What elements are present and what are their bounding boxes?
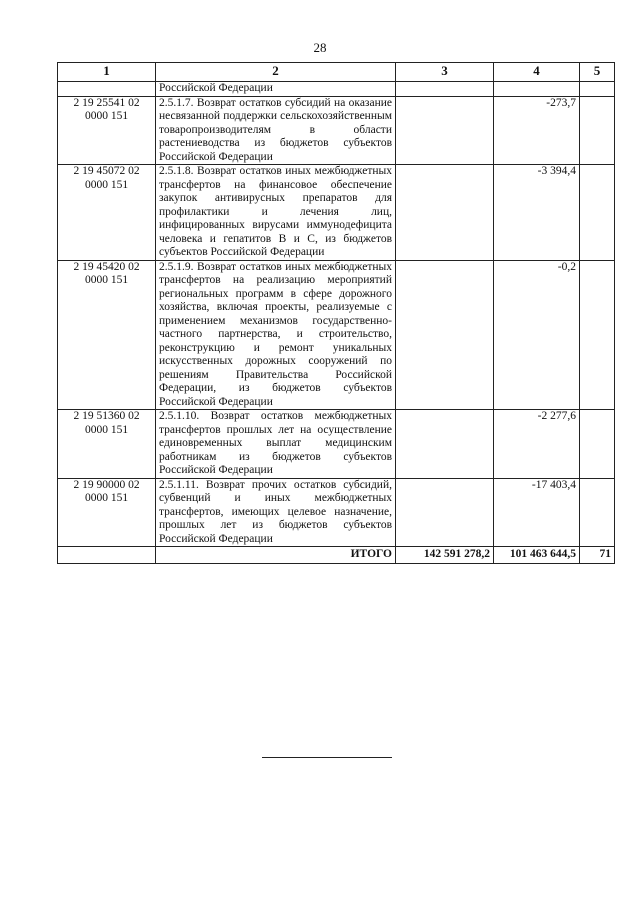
row-amount: -2 277,6 <box>494 410 580 479</box>
total-label: ИТОГО <box>156 547 396 564</box>
total-col5: 71 <box>580 547 615 564</box>
row-col3 <box>396 410 494 479</box>
column-header-2: 2 <box>156 63 396 82</box>
table-row <box>58 410 615 479</box>
row-col5 <box>580 478 615 547</box>
continuation-col4 <box>494 82 580 97</box>
total-col3: 142 591 278,2 <box>396 547 494 564</box>
row-col5 <box>580 410 615 479</box>
continuation-text: Российской Федерации <box>156 82 396 97</box>
row-col3 <box>396 96 494 165</box>
row-col5 <box>580 96 615 165</box>
budget-table <box>57 62 615 564</box>
row-col3 <box>396 260 494 410</box>
row-code: 2 19 25541 02 0000 151 <box>58 96 156 165</box>
row-description: 2.5.1.11. Возврат прочих остатков субсидий, субвенций и иных межбюджетных трансфертов, имеющих целевое назначение, прошлых лет из бюджетов субъектов Российской Федерации <box>156 478 396 547</box>
total-col4: 101 463 644,5 <box>494 547 580 564</box>
row-col5 <box>580 260 615 410</box>
table-row <box>58 165 615 261</box>
row-code: 2 19 45072 02 0000 151 <box>58 165 156 261</box>
row-code: 2 19 90000 02 0000 151 <box>58 478 156 547</box>
table-row <box>58 260 615 410</box>
continuation-col5 <box>580 82 615 97</box>
column-header-5: 5 <box>580 63 615 82</box>
row-amount: -273,7 <box>494 96 580 165</box>
continuation-row <box>58 82 615 97</box>
row-description: 2.5.1.8. Возврат остатков иных межбюджетных трансфертов на финансовое обеспечение закупок антивирусных препаратов для профилактики и лечения лиц, инфицированных вирусами иммунодефицита человека и гепатитов В и С, из бюджетов субъектов Российской Федерации <box>156 165 396 261</box>
row-code: 2 19 51360 02 0000 151 <box>58 410 156 479</box>
total-empty-cell <box>58 547 156 564</box>
continuation-code-cell <box>58 82 156 97</box>
row-description: 2.5.1.7. Возврат остатков субсидий на оказание несвязанной поддержки сельскохозяйственным товаропроизводителям в области растениеводства из бюджетов субъектов Российской Федерации <box>156 96 396 165</box>
footer-divider <box>262 757 392 758</box>
row-amount: -17 403,4 <box>494 478 580 547</box>
table-row <box>58 96 615 165</box>
row-col3 <box>396 165 494 261</box>
row-description: 2.5.1.9. Возврат остатков иных межбюджетных трансфертов на реализацию мероприятий региональных программ в сфере дорожного хозяйства, включая проекты, реализуемые с применением механизмов государственно-частного партнерства, и строительство, реконструкцию и ремонт уникальных искусственных дорожных сооружений по решениям Правительства Российской Федерации, из бюджетов субъектов Российской Федерации <box>156 260 396 410</box>
row-code: 2 19 45420 02 0000 151 <box>58 260 156 410</box>
column-header-1: 1 <box>58 63 156 82</box>
table-row <box>58 478 615 547</box>
column-header-3: 3 <box>396 63 494 82</box>
total-row <box>58 547 615 564</box>
row-amount: -0,2 <box>494 260 580 410</box>
row-col5 <box>580 165 615 261</box>
header-row <box>58 63 615 82</box>
continuation-col3 <box>396 82 494 97</box>
row-col3 <box>396 478 494 547</box>
row-amount: -3 394,4 <box>494 165 580 261</box>
column-header-4: 4 <box>494 63 580 82</box>
row-description: 2.5.1.10. Возврат остатков межбюджетных трансфертов прошлых лет на осуществление единовременных выплат медицинским работникам из бюджетов субъектов Российской Федерации <box>156 410 396 479</box>
page-number: 28 <box>313 40 327 55</box>
